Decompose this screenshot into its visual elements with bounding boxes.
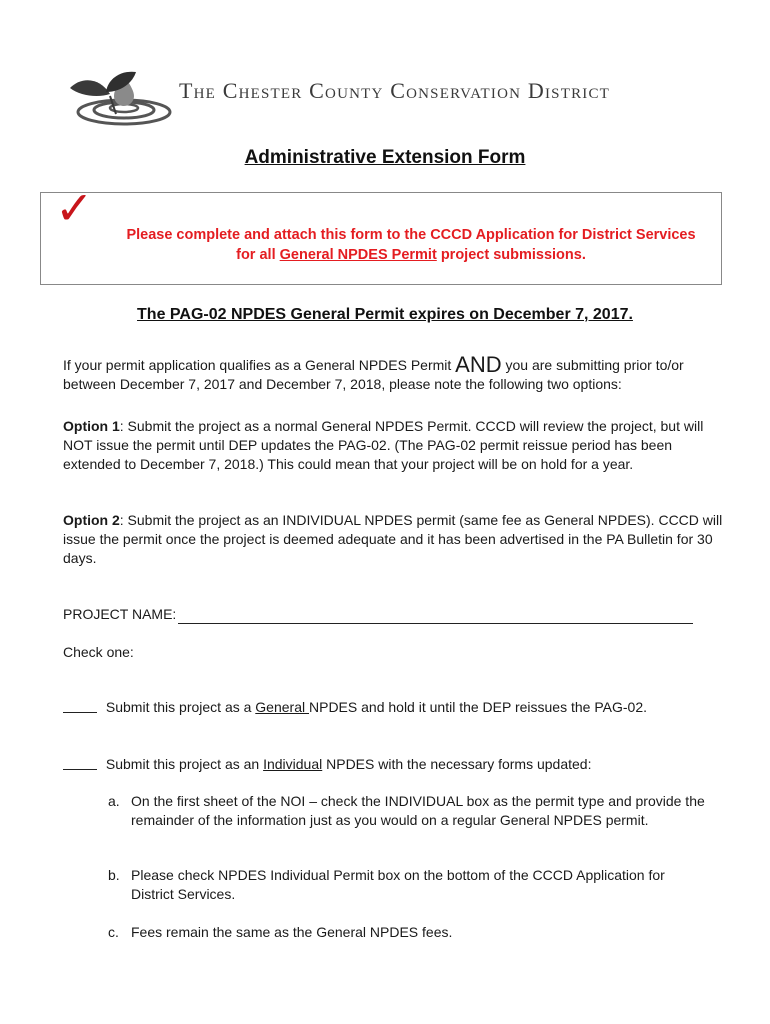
list-item [108, 866, 708, 904]
general-choice-underlined: General [255, 699, 309, 715]
district-name: The Chester County Conservation District [179, 78, 611, 103]
notice-underlined-text: General NPDES Permit [279, 247, 437, 263]
and-word: AND [455, 352, 502, 377]
notice-line-2 [91, 245, 731, 265]
option-2-label: Option 2 [63, 512, 120, 528]
individual-choice-suffix: NPDES with the necessary forms updated: [322, 756, 592, 772]
project-name-field[interactable] [178, 608, 693, 624]
intro-paragraph [63, 352, 723, 394]
project-name-row [63, 605, 693, 624]
list-item-text: Please check NPDES Individual Permit box on the bottom of the CCCD Application for District Services. [131, 867, 665, 902]
notice-line-1: Please complete and attach this form to the CCCD Application for District Services [126, 227, 696, 243]
list-item [108, 792, 708, 830]
form-title: Administrative Extension Form [244, 147, 526, 168]
individual-choice-blank[interactable] [63, 755, 97, 770]
list-marker: b. [108, 867, 120, 883]
option-1-label: Option 1 [63, 418, 120, 434]
intro-text-start: If your permit application qualifies as a General NPDES Permit [63, 357, 456, 373]
notice-line-2-suffix: project submissions. [436, 247, 586, 263]
option-1-paragraph [63, 417, 723, 474]
general-choice-blank[interactable] [63, 698, 97, 713]
intro-text-end: you are submitting prior to/or between December 7, 2017 and December 7, 2018, please note the following two options: [63, 357, 684, 392]
leaf-water-drop-icon [62, 66, 174, 128]
expiry-heading: The PAG-02 NPDES General Permit expires on December 7, 2017. [137, 306, 633, 323]
check-one-label: Check one: [63, 644, 134, 660]
option-1-text: : Submit the project as a normal General NPDES Permit. CCCD will review the project, but will NOT issue the permit until DEP updates the PAG-02. (The PAG-02 permit reissue period has been extended to December 7, 2018.) This could mean that your project will be on hold for a year. [63, 418, 704, 472]
list-item-text: On the first sheet of the NOI – check the INDIVIDUAL box as the permit type and provide the remainder of the information just as you would on a regular General NPDES permit. [131, 793, 705, 828]
general-choice-prefix: Submit this project as a [102, 699, 256, 715]
letterhead [62, 66, 722, 130]
individual-choice-underlined: Individual [263, 756, 323, 772]
option-2-paragraph [63, 511, 723, 568]
list-item [108, 923, 708, 942]
list-item-text: Fees remain the same as the General NPDES fees. [131, 924, 453, 940]
notice-box [40, 181, 722, 285]
option-2-text: : Submit the project as an INDIVIDUAL NPDES permit (same fee as General NPDES). CCCD will issue the permit once the project is deemed adequate and it has been advertised in the PA Bulletin for 30 days. [63, 512, 723, 566]
individual-npdes-choice [63, 755, 723, 774]
check-mark-icon: ✓ [55, 181, 94, 235]
project-name-label: PROJECT NAME: [63, 606, 177, 622]
general-npdes-choice [63, 698, 723, 717]
individual-choice-prefix: Submit this project as an [102, 756, 264, 772]
notice-line-2-prefix: for all [236, 247, 280, 263]
notice-text [91, 225, 731, 265]
list-marker: a. [108, 793, 120, 809]
list-marker: c. [108, 924, 119, 940]
general-choice-suffix: NPDES and hold it until the DEP reissues the PAG-02. [309, 699, 647, 715]
